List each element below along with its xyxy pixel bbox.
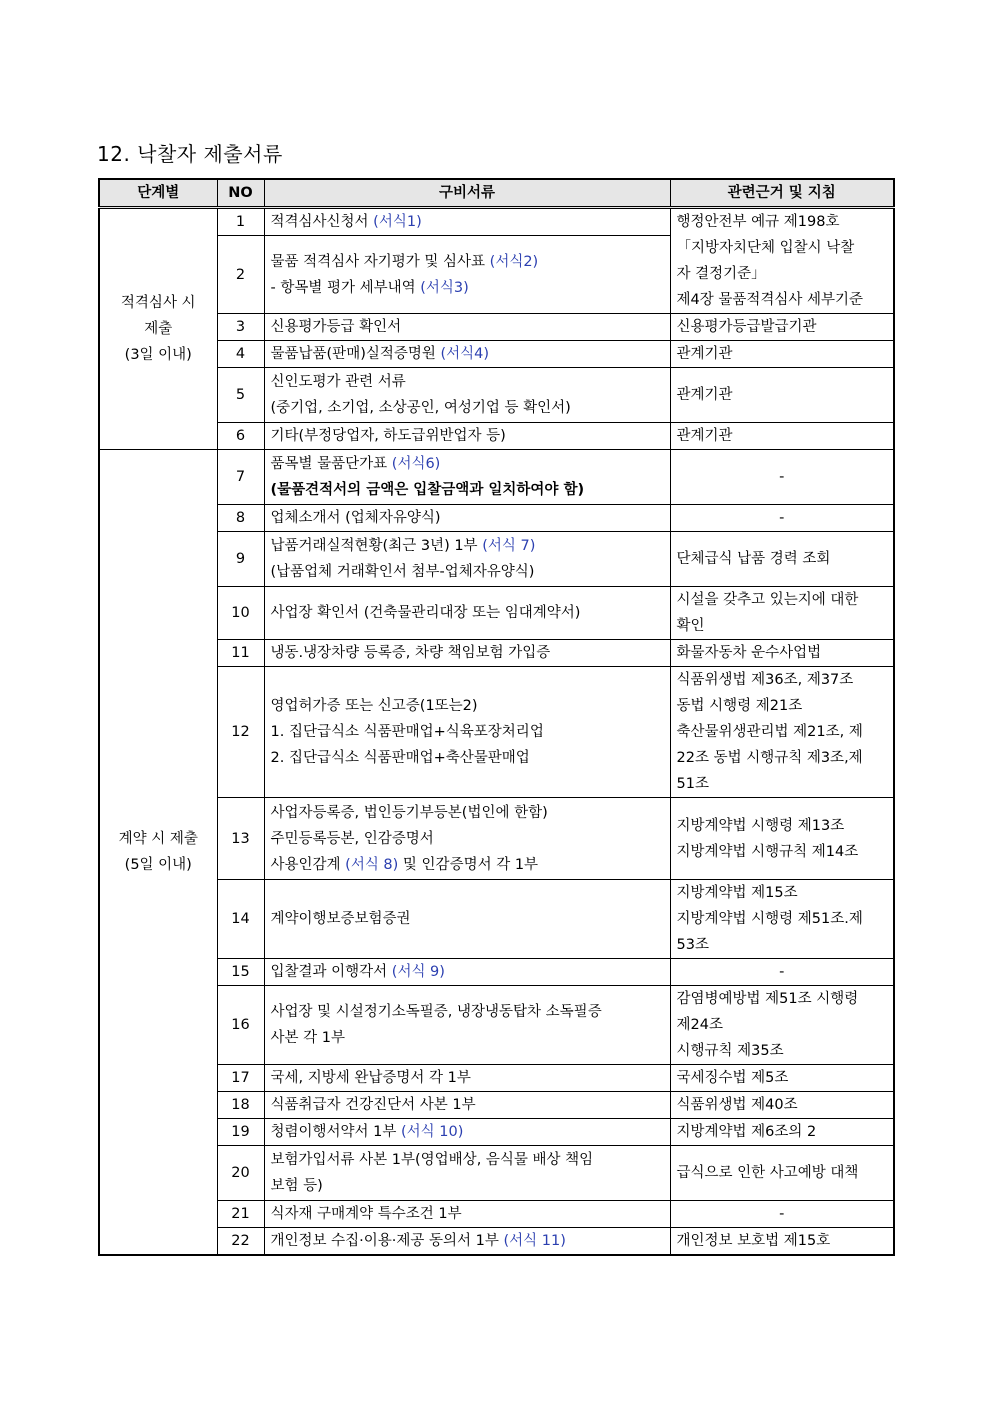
document-text: 물품 적격심사 자기평가 및 심사표 — [270, 253, 490, 270]
document-text: 영업허가증 또는 신고증(1또는2) — [270, 698, 478, 714]
document-cell — [264, 986, 670, 1065]
table-row — [99, 667, 894, 798]
basis-cell: - — [670, 450, 894, 505]
row-number: 5 — [217, 368, 264, 423]
document-cell — [264, 341, 670, 368]
basis-cell: 관계기관 — [670, 368, 894, 423]
document-text: 사업장 및 시설정기소독필증, 냉장냉동탑차 소독필증 — [270, 1004, 602, 1020]
basis-cell: 관계기관 — [670, 423, 894, 450]
document-text: 품목별 물품단가표 — [270, 456, 392, 472]
basis-cell: 개인정보 보호법 제15호 — [670, 1228, 894, 1256]
basis-text: 51조 — [676, 776, 709, 792]
document-cell — [264, 368, 670, 423]
basis-cell: 신용평가등급발급기관 — [670, 314, 894, 341]
document-note: (물품견적서의 금액은 입찰금액과 일치하여야 함) — [270, 482, 585, 498]
form-reference: (서식 10) — [401, 1124, 464, 1140]
basis-cell: - — [670, 1201, 894, 1228]
table-row — [99, 1065, 894, 1092]
row-number: 16 — [217, 986, 264, 1065]
basis-text: 동법 시행령 제21조 — [676, 698, 803, 714]
form-reference: (서식2) — [489, 253, 539, 270]
basis-cell: 단체급식 납품 경력 조회 — [670, 532, 894, 587]
document-text: 2. 집단급식소 식품판매업+축산물판매업 — [270, 750, 530, 766]
section-title: 12. 낙찰자 제출서류 — [97, 142, 283, 166]
header-row — [99, 179, 894, 208]
stage-cell-contract — [99, 450, 217, 1256]
row-number: 12 — [217, 667, 264, 798]
document-cell — [264, 450, 670, 505]
document-cell — [264, 1119, 670, 1146]
row-number: 13 — [217, 798, 264, 880]
document-cell: 식자재 구매계약 특수조건 1부 — [264, 1201, 670, 1228]
table-row — [99, 1119, 894, 1146]
basis-text: 제24조 — [676, 1017, 723, 1033]
table-row — [99, 1092, 894, 1119]
form-reference: (서식 7) — [482, 538, 536, 554]
form-reference: (서식6) — [391, 456, 441, 472]
form-reference: (서식 11) — [503, 1233, 566, 1249]
basis-text: 식품위생법 제36조, 제37조 — [676, 672, 854, 688]
basis-cell — [670, 880, 894, 959]
basis-text: 제4장 물품적격심사 세부기준 — [676, 292, 864, 308]
header-basis: 관련근거 및 지침 — [670, 179, 894, 208]
document-text: 사본 각 1부 — [270, 1030, 345, 1046]
row-number: 9 — [217, 532, 264, 587]
row-number: 22 — [217, 1228, 264, 1256]
basis-cell: - — [670, 959, 894, 986]
document-cell — [264, 1228, 670, 1256]
basis-text: 지방계약법 제15조 — [676, 885, 798, 901]
document-text: 및 인감증명서 각 1부 — [398, 856, 539, 873]
basis-text: 53조 — [676, 937, 709, 953]
basis-text: 확인 — [676, 618, 705, 634]
table-row — [99, 587, 894, 640]
document-text: 보험 등) — [270, 1178, 323, 1194]
document-cell — [264, 532, 670, 587]
table-row — [99, 505, 894, 532]
stage-text: (5일 이내) — [124, 857, 192, 873]
document-cell: 업체소개서 (업체자유양식) — [264, 505, 670, 532]
row-number: 8 — [217, 505, 264, 532]
basis-cell: 화물자동차 운수사업법 — [670, 640, 894, 667]
form-reference: (서식4) — [440, 346, 490, 362]
row-number: 19 — [217, 1119, 264, 1146]
document-text: (중기업, 소기업, 소상공인, 여성기업 등 확인서) — [270, 400, 571, 416]
document-text: 입찰결과 이행각서 — [270, 964, 392, 980]
row-number: 11 — [217, 640, 264, 667]
row-number: 15 — [217, 959, 264, 986]
table-row — [99, 1228, 894, 1256]
basis-text: 22조 동법 시행규칙 제3조,제 — [676, 750, 863, 766]
document-cell: 식품취급자 건강진단서 사본 1부 — [264, 1092, 670, 1119]
table-row — [99, 959, 894, 986]
table-row — [99, 450, 894, 505]
document-text: 주민등록등본, 인감증명서 — [270, 830, 434, 847]
document-cell — [264, 208, 670, 236]
header-stage: 단계별 — [99, 179, 217, 208]
row-number: 7 — [217, 450, 264, 505]
row-number: 3 — [217, 314, 264, 341]
form-reference: (서식 9) — [391, 964, 445, 980]
document-cell: 냉동.냉장차량 등록증, 차량 책임보험 가입증 — [264, 640, 670, 667]
table-row — [99, 1201, 894, 1228]
basis-text: 감염병예방법 제51조 시행령 — [676, 991, 859, 1007]
basis-text: 행정안전부 예규 제198호 — [676, 214, 840, 230]
document-text: 적격심사신청서 — [270, 214, 374, 230]
document-text: 청렴이행서약서 1부 — [270, 1124, 401, 1140]
document-text: (납품업체 거래확인서 첨부-업체자유양식) — [270, 564, 535, 580]
document-text: 신인도평가 관련 서류 — [270, 374, 406, 390]
document-cell — [264, 667, 670, 798]
document-cell — [264, 959, 670, 986]
document-cell: 계약이행보증보험증권 — [264, 880, 670, 959]
row-number: 21 — [217, 1201, 264, 1228]
basis-text: 지방계약법 시행령 제51조.제 — [676, 911, 863, 927]
basis-text: 축산물위생관리법 제21조, 제 — [676, 724, 863, 740]
basis-cell: 지방계약법 제6조의 2 — [670, 1119, 894, 1146]
form-reference: (서식3) — [420, 279, 469, 296]
stage-cell-qualification — [99, 208, 217, 450]
basis-text: 자 결정기준」 — [676, 266, 766, 282]
form-reference: (서식 8) — [345, 856, 399, 873]
row-number: 6 — [217, 423, 264, 450]
table-row — [99, 986, 894, 1065]
document-text: 사용인감계 — [270, 856, 346, 873]
form-reference: (서식1) — [373, 214, 422, 230]
stage-text: 적격심사 시 — [120, 295, 196, 311]
basis-text: 시행규칙 제35조 — [676, 1043, 784, 1059]
document-text: 물품납품(판매)실적증명원 — [270, 346, 441, 362]
table-row — [99, 341, 894, 368]
document-cell: 신용평가등급 확인서 — [264, 314, 670, 341]
header-docs: 구비서류 — [264, 179, 670, 208]
table-row — [99, 368, 894, 423]
basis-cell — [670, 667, 894, 798]
row-number: 1 — [217, 208, 264, 236]
document-cell — [264, 236, 670, 314]
table-row — [99, 314, 894, 341]
basis-cell: 국세징수법 제5조 — [670, 1065, 894, 1092]
basis-text: 지방계약법 시행령 제13조 — [676, 817, 845, 834]
document-text: 1. 집단급식소 식품판매업+식육포장처리업 — [270, 724, 544, 740]
stage-text: 계약 시 제출 — [118, 831, 198, 847]
document-cell: 국세, 지방세 완납증명서 각 1부 — [264, 1065, 670, 1092]
document-cell: 사업장 확인서 (건축물관리대장 또는 임대계약서) — [264, 587, 670, 640]
document-cell — [264, 1146, 670, 1201]
document-text: - 항목별 평가 세부내역 — [270, 279, 421, 296]
table-row — [99, 880, 894, 959]
row-number: 17 — [217, 1065, 264, 1092]
basis-cell — [670, 986, 894, 1065]
document-text: 보험가입서류 사본 1부(영업배상, 음식물 배상 책임 — [270, 1152, 594, 1168]
table-row — [99, 423, 894, 450]
document-text: 개인정보 수집·이용·제공 동의서 1부 — [270, 1233, 504, 1249]
row-number: 10 — [217, 587, 264, 640]
row-number: 14 — [217, 880, 264, 959]
basis-cell — [670, 208, 894, 314]
basis-text: 시설을 갖추고 있는지에 대한 — [676, 592, 859, 608]
table-row — [99, 1146, 894, 1201]
table-row — [99, 532, 894, 587]
basis-cell: 급식으로 인한 사고예방 대책 — [670, 1146, 894, 1201]
document-cell: 기타(부정당업자, 하도급위반업자 등) — [264, 423, 670, 450]
basis-cell — [670, 587, 894, 640]
header-no: NO — [217, 179, 264, 208]
stage-text: 제출 — [144, 321, 173, 337]
document-cell — [264, 798, 670, 880]
table-row — [99, 798, 894, 880]
basis-cell: 관계기관 — [670, 341, 894, 368]
row-number: 4 — [217, 341, 264, 368]
table-row — [99, 208, 894, 236]
document-text: 사업자등록증, 법인등기부등본(법인에 한함) — [270, 804, 548, 821]
document-text: 납품거래실적현황(최근 3년) 1부 — [270, 538, 483, 554]
row-number: 2 — [217, 236, 264, 314]
basis-text: 지방계약법 시행규칙 제14조 — [676, 843, 859, 860]
basis-cell — [670, 798, 894, 880]
basis-cell: 식품위생법 제40조 — [670, 1092, 894, 1119]
basis-text: 「지방자치단체 입찰시 낙찰 — [676, 240, 855, 256]
row-number: 20 — [217, 1146, 264, 1201]
basis-cell: - — [670, 505, 894, 532]
stage-text: (3일 이내) — [124, 347, 192, 363]
table-row — [99, 640, 894, 667]
submission-documents-table — [98, 178, 895, 1256]
row-number: 18 — [217, 1092, 264, 1119]
